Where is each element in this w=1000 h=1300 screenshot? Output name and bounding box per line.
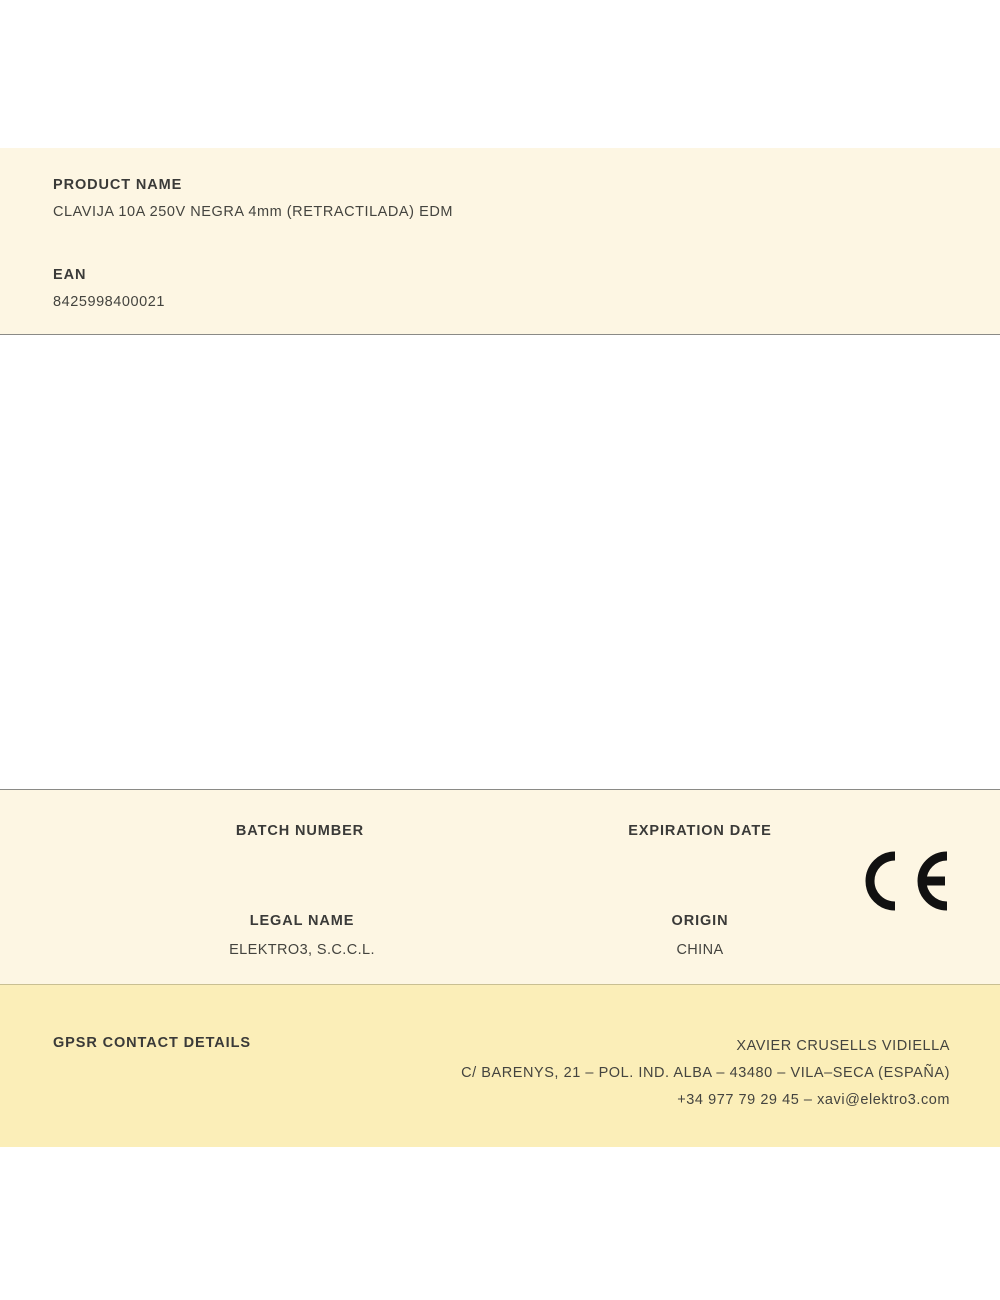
product-name-value: CLAVIJA 10A 250V NEGRA 4mm (RETRACTILADA) EDM: [53, 204, 453, 220]
page-bottom-margin: [0, 1147, 1000, 1300]
gpsr-contact-label: GPSR CONTACT DETAILS: [53, 1035, 251, 1051]
gpsr-contact-details: [461, 1033, 950, 1114]
legal-name-label: LEGAL NAME: [249, 913, 355, 929]
gpsr-contact-name: XAVIER CRUSELLS VIDIELLA: [736, 1038, 950, 1054]
origin-value: CHINA: [676, 942, 724, 958]
blank-image-area: [0, 335, 1000, 789]
product-name-label: PRODUCT NAME: [53, 177, 183, 193]
batch-details-panel: [0, 789, 1000, 984]
origin-label: ORIGIN: [671, 913, 729, 929]
expiration-date-label: EXPIRATION DATE: [628, 823, 772, 839]
product-info-panel: [0, 148, 1000, 335]
gpsr-contact-address: C/ BARENYS, 21 – POL. IND. ALBA – 43480 – VILA–SECA (ESPAÑA): [461, 1065, 950, 1081]
ean-value: 8425998400021: [53, 294, 165, 310]
batch-number-label: BATCH NUMBER: [235, 823, 365, 839]
ean-label: EAN: [53, 267, 87, 283]
gpsr-contact-panel: [0, 984, 1000, 1147]
gpsr-contact-phone-email: +34 977 79 29 45 – xavi@elektro3.com: [677, 1092, 950, 1108]
legal-name-value: ELEKTRO3, S.C.C.L.: [229, 942, 375, 958]
ce-marking-icon: [855, 850, 955, 912]
